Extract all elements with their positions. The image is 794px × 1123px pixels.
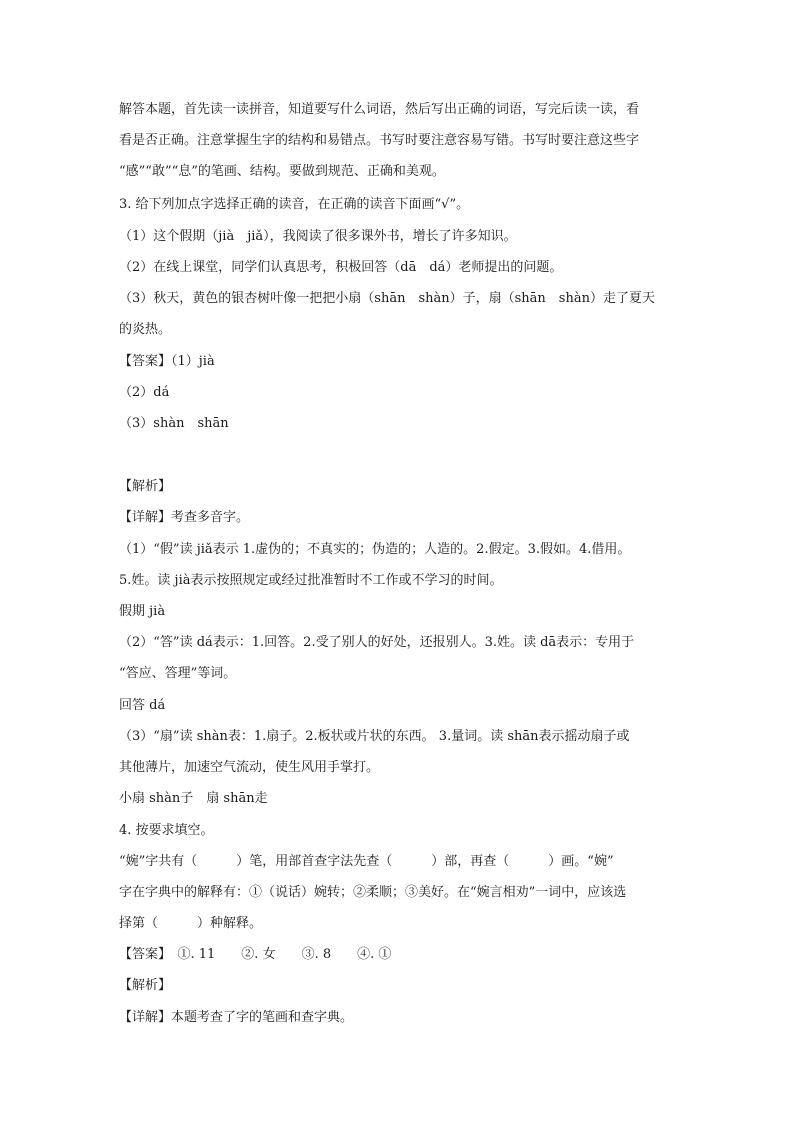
detail-heading: 【详解】本题考查了字的笔画和查字典。 — [119, 1010, 354, 1025]
explanation-line: （2）“答”读 dá表示：1.回答。2.受了别人的好处，还报别人。3.姓。读 dā表示：专用于 — [119, 635, 635, 650]
paragraph-line: 解答本题，首先读一读拼音，知道要写什么词语，然后写出正确的词语，写完后读一读，看 — [119, 102, 640, 117]
answer-line: （2）dá — [119, 385, 170, 400]
paragraph-line: 看是否正确。注意掌握生字的结构和易错点。书写时要注意容易写错。书写时要注意这些字 — [119, 133, 640, 148]
explanation-line: 假期 jià — [119, 604, 166, 619]
explanation-line: “答应、答理”等词。 — [119, 666, 237, 681]
explanation-line: 回答 dá — [119, 698, 166, 713]
explanation-line: （3）“扇”读 shàn表：1.扇子。2.板状或片状的东西。 3.量词。读 shān表示摇动扇子或 — [119, 729, 630, 744]
question-4-text: 择第（ ）种解释。 — [119, 916, 263, 931]
detail-heading: 【详解】考查多音字。 — [119, 510, 250, 525]
explanation-line: 其他薄片，加速空气流动，使生风用手掌打。 — [119, 760, 380, 775]
answer-line: 【答案】（1）jià — [119, 354, 215, 369]
question-3-item-3-cont: 的炎热。 — [119, 322, 172, 337]
question-3-title: 3. 给下列加点字选择正确的读音，在正确的读音下面画“√”。 — [119, 197, 470, 212]
question-3-item-3: （3）秋天，黄色的银杏树叶像一把把小扇（shān shàn）子，扇（shān shàn）走了夏天 — [119, 291, 655, 306]
analysis-heading: 【解析】 — [119, 479, 172, 494]
answer-line: 【答案】 ①. 11 ②. 女 ③. 8 ④. ① — [119, 947, 392, 962]
explanation-line: （1）“假”读 jiǎ表示 1.虚伪的；不真实的；伪造的；人造的。2.假定。3.假如。4.借用。 — [119, 542, 631, 557]
explanation-line: 小扇 shàn子 扇 shān走 — [119, 791, 268, 806]
paragraph-line: “感”“敢”“息”的笔画、结构。要做到规范、正确和美观。 — [119, 164, 445, 179]
question-4-title: 4. 按要求填空。 — [119, 823, 214, 838]
question-3-item-1: （1）这个假期（jià jiǎ），我阅读了很多课外书，增长了许多知识。 — [119, 229, 517, 244]
question-3-item-2: （2）在线上课堂，同学们认真思考，积极回答（dā dá）老师提出的问题。 — [119, 260, 563, 275]
explanation-line: 5.姓。读 jià表示按照规定或经过批准暂时不工作或不学习的时间。 — [119, 573, 503, 588]
question-4-text: “婉”字共有（ ）笔，用部首查字法先查（ ）部，再查（ ）画。“婉” — [119, 854, 614, 869]
answer-line: （3）shàn shān — [119, 416, 229, 431]
analysis-heading: 【解析】 — [119, 978, 172, 993]
question-4-text: 字在字典中的解释有：①（说话）婉转；②柔顺；③美好。在“婉言相劝”一词中，应该选 — [119, 885, 627, 900]
